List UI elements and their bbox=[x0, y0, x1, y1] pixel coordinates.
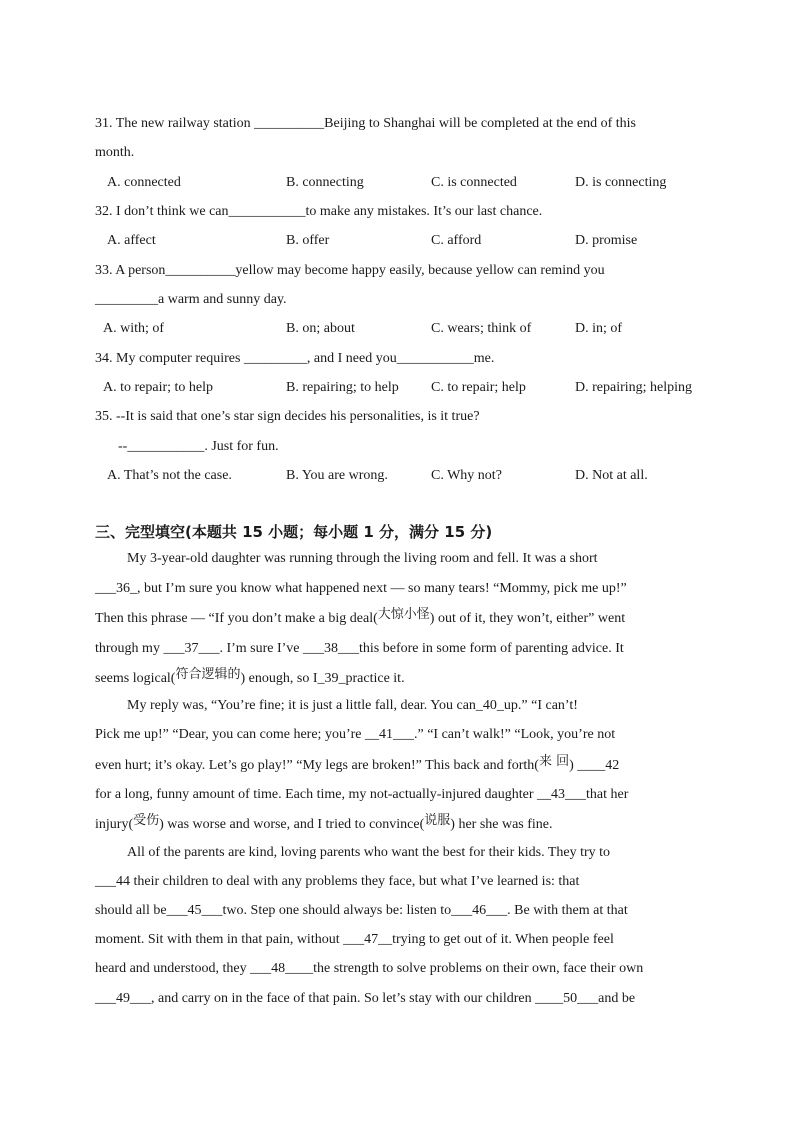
question-34-text: 34. My computer requires _________, and I need you___________me. bbox=[95, 351, 495, 366]
question-33-option-a: A. with; of bbox=[103, 321, 165, 336]
passage-line bbox=[95, 754, 723, 775]
question-34-option-a: A. to repair; to help bbox=[103, 380, 214, 395]
question-32-option-c: C. afford bbox=[431, 233, 482, 248]
passage-text: ) her she was fine. bbox=[450, 817, 553, 832]
question-35-text: 35. --It is said that one’s star sign decides his personalities, is it true? bbox=[95, 409, 480, 424]
passage-text: ) was worse and worse, and I tried to convince( bbox=[159, 817, 425, 832]
passage-line: ___49___, and carry on in the face of that pain. So let’s stay with our children ____50___and be bbox=[95, 991, 636, 1006]
passage-line bbox=[95, 667, 723, 688]
question-33-option-b: B. on; about bbox=[286, 321, 355, 336]
passage-line: for a long, funny amount of time. Each time, my not-actually-injured daughter __43___that her bbox=[95, 787, 629, 802]
passage-text: even hurt; it’s okay. Let’s go play!” “My legs are broken!” This back and forth( bbox=[95, 758, 539, 773]
passage-line: My reply was, “You’re fine; it is just a little fall, dear. You can_40_up.” “I can’t! bbox=[127, 698, 578, 713]
passage-text: ) ____42 bbox=[569, 758, 620, 773]
passage-text: injury( bbox=[95, 817, 134, 832]
question-32-option-b: B. offer bbox=[286, 233, 330, 248]
question-33-option-c: C. wears; think of bbox=[431, 321, 532, 336]
passage-line: through my ___37___. I’m sure I’ve ___38___this before in some form of parenting advice. It bbox=[95, 641, 624, 656]
passage-line: Pick me up!” “Dear, you can come here; you’re __41___.” “I can’t walk!” “Look, you’re not bbox=[95, 727, 616, 742]
passage-line: moment. Sit with them in that pain, without ___47__trying to get out of it. When people feel bbox=[95, 932, 614, 947]
gloss-annotation: 大惊小怪 bbox=[377, 607, 430, 622]
question-35-option-a: A. That’s not the case. bbox=[107, 468, 232, 483]
passage-line: ___36_, but I’m sure you know what happened next — so many tears! “Mommy, pick me up!” bbox=[95, 581, 627, 596]
gloss-annotation: 符合逻辑的 bbox=[175, 667, 241, 682]
question-32-text: 32. I don’t think we can___________to make any mistakes. It’s our last chance. bbox=[95, 204, 543, 219]
question-33-text: 33. A person__________yellow may become happy easily, because yellow can remind you bbox=[95, 263, 605, 278]
passage-line bbox=[95, 813, 723, 834]
question-31-text-cont: month. bbox=[95, 145, 135, 160]
section-heading: 三、完型填空(本题共 15 小题；每小题 1 分，满分 15 分) bbox=[95, 523, 493, 541]
passage-line: ___44 their children to deal with any problems they face, but what I’ve learned is: that bbox=[95, 874, 580, 889]
question-32-option-a: A. affect bbox=[107, 233, 156, 248]
passage-line: heard and understood, they ___48____the strength to solve problems on their own, face their own bbox=[95, 961, 644, 976]
gloss-annotation: 受伤 bbox=[133, 813, 160, 828]
question-31-option-b: B. connecting bbox=[286, 175, 364, 190]
passage-line bbox=[95, 607, 723, 628]
passage-text: ) enough, so I_39_practice it. bbox=[240, 671, 405, 686]
question-33-option-d: D. in; of bbox=[575, 321, 623, 336]
gloss-annotation: 来 回 bbox=[538, 754, 570, 769]
passage-line: My 3-year-old daughter was running through the living room and fell. It was a short bbox=[127, 551, 598, 566]
question-35-option-c: C. Why not? bbox=[431, 468, 502, 483]
question-35-text-cont: --___________. Just for fun. bbox=[118, 439, 279, 454]
question-33-text-cont: _________a warm and sunny day. bbox=[95, 292, 287, 307]
passage-text: seems logical( bbox=[95, 671, 176, 686]
passage-line: should all be___45___two. Step one should always be: listen to___46___. Be with them at that bbox=[95, 903, 628, 918]
question-31-text: 31. The new railway station __________Beijing to Shanghai will be completed at the end of this bbox=[95, 116, 636, 131]
question-35-option-b: B. You are wrong. bbox=[286, 468, 388, 483]
question-32-option-d: D. promise bbox=[575, 233, 638, 248]
question-31-option-c: C. is connected bbox=[431, 175, 517, 190]
gloss-annotation: 说服 bbox=[424, 813, 451, 828]
question-34-option-d: D. repairing; helping bbox=[575, 380, 693, 395]
question-31-option-a: A. connected bbox=[107, 175, 181, 190]
question-34-option-c: C. to repair; help bbox=[431, 380, 526, 395]
passage-text: Then this phrase — “If you don’t make a big deal( bbox=[95, 611, 378, 626]
question-34-option-b: B. repairing; to help bbox=[286, 380, 399, 395]
question-35-option-d: D. Not at all. bbox=[575, 468, 648, 483]
passage-text: ) out of it, they won’t, either” went bbox=[429, 611, 626, 626]
question-31-option-d: D. is connecting bbox=[575, 175, 667, 190]
passage-line: All of the parents are kind, loving parents who want the best for their kids. They try to bbox=[127, 845, 611, 860]
